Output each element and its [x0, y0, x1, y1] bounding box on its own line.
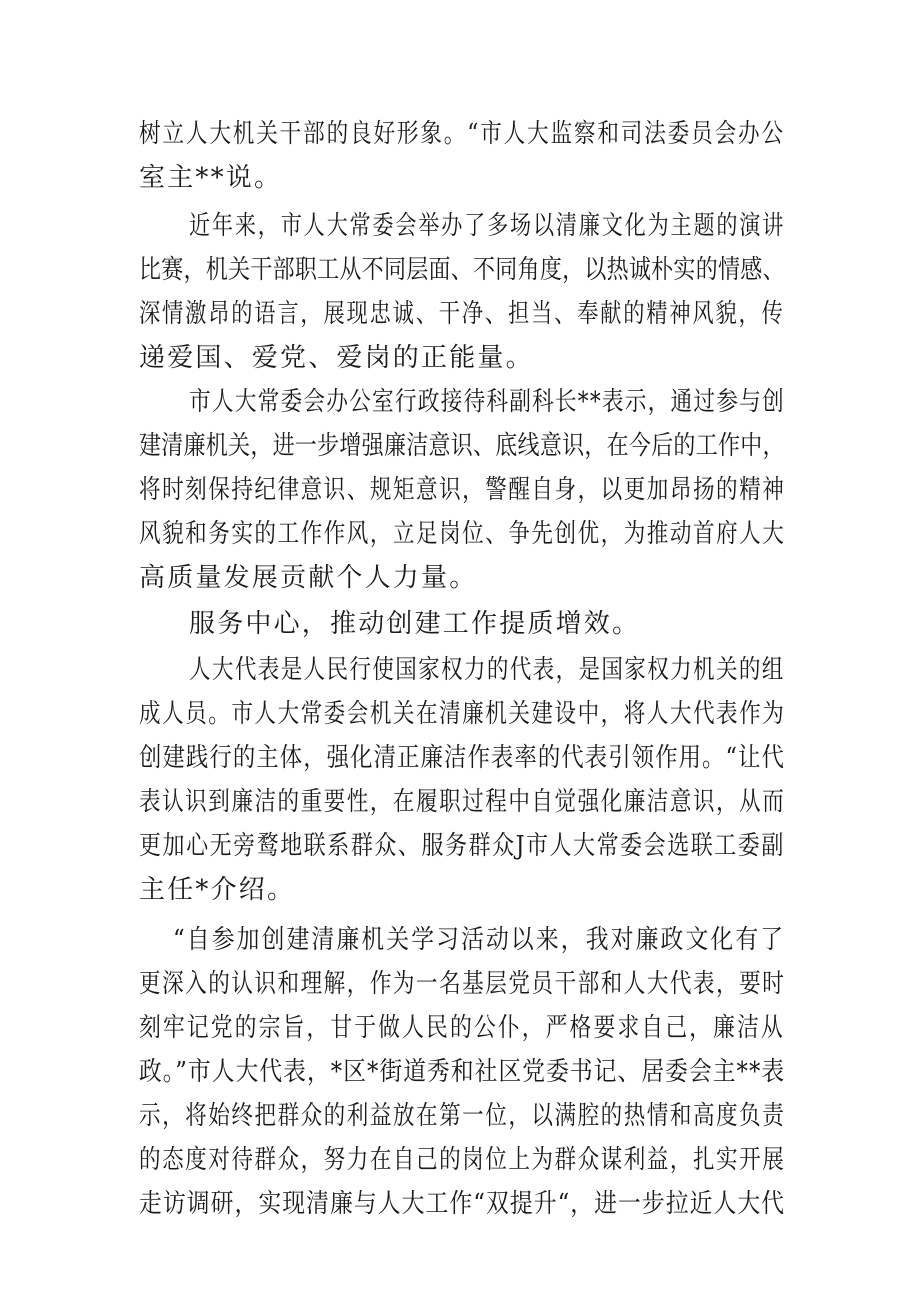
line-text: 人大代表是人民行使国家权力的代表，是国家权力机关的组: [189, 655, 785, 685]
text-line: [0, 962, 920, 1006]
text-line: [0, 468, 920, 512]
text-line: [0, 692, 920, 736]
text-line: [0, 602, 920, 646]
text-line: [0, 648, 920, 692]
line-text: 走访调研，实现清廉与人大工作“双提升“，进一步拉近人大代: [139, 1189, 786, 1219]
line-text: 深情激昂的语言，展现忠诚、干净、担当、奉献的精神风貌，传: [139, 299, 785, 329]
line-text: 将时刻保持纪律意识、规矩意识，警醒自身，以更加昂扬的精神: [139, 475, 786, 505]
line-text: 近年来，市人大常委会举办了多场以清廉文化为主题的演讲: [189, 211, 786, 241]
text-line: [0, 918, 920, 962]
line-text: 服务中心，推动创建工作提质增效。: [189, 609, 641, 639]
line-text: 高质量发展贡献个人力量。: [139, 563, 478, 593]
line-text: 室主**说。: [139, 163, 283, 193]
text-line: [0, 512, 920, 556]
line-text: 市人大常委会办公室行政接待科副科长**表示，通过参与创: [189, 387, 785, 417]
line-text: 主任*介绍。: [139, 875, 296, 905]
line-text: 建清廉机关，进一步增强廉洁意识、底线意识，在今后的工作中，: [139, 431, 785, 461]
line-text: 递爱国、爱党、爱岗的正能量。: [139, 343, 534, 373]
text-line: [0, 1050, 920, 1094]
text-line: [0, 868, 920, 912]
text-line: [0, 1094, 920, 1138]
line-text: 表认识到廉洁的重要性，在履职过程中自觉强化廉洁意识，从而: [139, 787, 786, 817]
text-line: [0, 112, 920, 156]
line-text: 创建践行的主体，强化清正廉洁作表率的代表引领作用。“让代: [139, 743, 785, 773]
line-text: 政。”市人大代表，*区*街道秀和社区党委书记、居委会主**表: [139, 1057, 786, 1087]
text-line: [0, 248, 920, 292]
line-text: 风貌和务实的工作作风，立足岗位、争先创优，为推动首府人大: [139, 519, 786, 549]
line-text: 的态度对待群众，努力在自己的岗位上为群众谋利益，扎实开展: [139, 1145, 786, 1175]
text-line: [0, 204, 920, 248]
text-line: [0, 1006, 920, 1050]
text-line: [0, 380, 920, 424]
line-text: 树立人大机关干部的良好形象。“市人大监察和司法委员会办公: [139, 119, 785, 149]
line-text: 更深入的认识和理解，作为一名基层党员干部和人大代表，要时: [139, 969, 786, 999]
line-text: 示，将始终把群众的利益放在第一位，以满腔的热情和高度负责: [139, 1101, 786, 1131]
line-text: “自参加创建清廉机关学习活动以来，我对廉政文化有了: [173, 925, 786, 955]
text-line: [0, 736, 920, 780]
line-text: 更加心无旁鹜地联系群众、服务群众J市人大常委会选联工委副: [139, 831, 785, 861]
line-text: 比赛，机关干部职工从不同层面、不同角度，以热诚朴实的情感、: [139, 255, 785, 285]
text-line: [0, 1182, 920, 1226]
text-line: [0, 156, 920, 200]
line-text: 成人员。市人大常委会机关在清廉机关建设中，将人大代表作为: [139, 699, 786, 729]
text-line: [0, 556, 920, 600]
text-line: [0, 292, 920, 336]
text-line: [0, 1138, 920, 1182]
text-line: [0, 780, 920, 824]
text-line: [0, 336, 920, 380]
text-line: [0, 824, 920, 868]
line-text: 刻牢记党的宗旨，甘于做人民的公仆，严格要求自己，廉洁从: [139, 1013, 785, 1043]
text-line: [0, 424, 920, 468]
